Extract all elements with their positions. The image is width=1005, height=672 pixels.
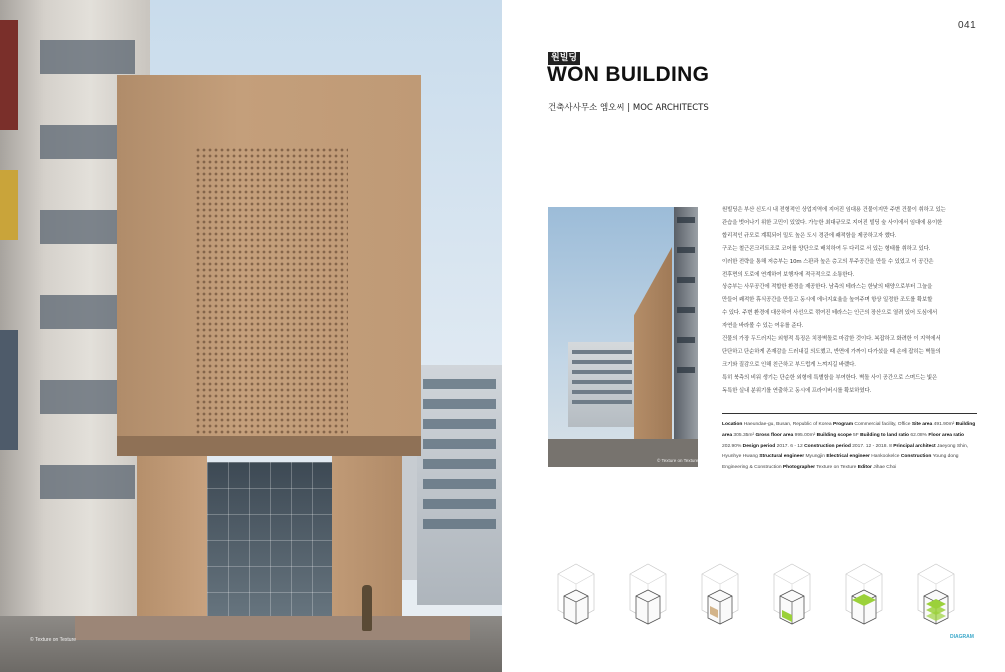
- article-body: [722, 204, 977, 398]
- info-label: Principal architect: [893, 443, 936, 449]
- info-value: 5F: [851, 432, 861, 438]
- body-line: 만들어 쾌적한 휴식공간을 만들고 동시에 에너지효율을 높여주며 항상 일정한 조도를 확보할: [722, 297, 933, 304]
- body-line: 특히 북측의 비워 생기는 단순한 외형에 특별함을 부여한다. 벽돌 사이 공간으로 스며드는 빛은: [722, 374, 938, 381]
- info-value: Commercial facility, Office: [853, 422, 912, 427]
- body-line: 전후면의 도로에 연계하여 보행자에 적극적으로 소통한다.: [722, 271, 855, 278]
- info-value: 62.08%: [909, 432, 929, 438]
- neighbor-building-right: [417, 365, 502, 605]
- project-title: WON BUILDING: [547, 63, 710, 86]
- info-divider: [722, 413, 977, 414]
- info-label: Location: [722, 422, 743, 427]
- info-value: 491.90m²: [932, 422, 956, 427]
- info-value: Haeundae-gu, Busan, Republic of Korea: [742, 422, 833, 427]
- project-tag-korean: 원빌딩: [548, 52, 580, 65]
- info-label: Site area: [911, 422, 933, 427]
- diagram-label: DIAGRAM: [950, 634, 974, 640]
- body-line: 합리적인 규모로 계획되어 밀도 높은 도시 경관에 쾌적함을 제공하고자 했다.: [722, 232, 897, 239]
- diagram-step: [910, 560, 956, 632]
- info-label: Floor area ratio: [928, 432, 964, 438]
- info-value: Jihae Choi: [871, 465, 897, 471]
- street-view-photo: [548, 207, 698, 467]
- body-line: 이러한 전략을 통해 저층부는 10m 스판과 높은 층고의 투주공간을 만들 수 있었고 이 공간은: [722, 258, 934, 265]
- project-info: [722, 420, 977, 474]
- diagram-step: [766, 560, 812, 632]
- info-value: Myungjin: [804, 454, 827, 460]
- info-label: Program: [832, 422, 854, 427]
- body-line: 구조는 철근콘크리트조로 코어를 양단으로 배치하여 두 다리로 서 있는 형태를 취하고 있다.: [722, 245, 931, 252]
- body-line: 수 있다. 주변 환경에 대응하여 사선으로 꺾여진 테라스는 인근의 장산으로 열려 있어 도심에서: [722, 310, 938, 317]
- info-label: Construction period: [804, 443, 851, 449]
- diagram-step: [694, 560, 740, 632]
- body-line: 자연을 바라볼 수 있는 여유를 준다.: [722, 323, 804, 330]
- body-line: 관습을 벗어나기 위한 고민이 있었다. 가능한 최대규모로 지어진 빌딩 숲 사이에서 임대에 용이한: [722, 219, 943, 226]
- info-label: Building scope: [816, 432, 852, 438]
- body-line: 상층부는 사무공간에 적합한 환경을 제공한다. 남측의 테라스는 한낮의 태양으로부터 그늘을: [722, 284, 933, 291]
- info-label: Building to land ratio: [860, 432, 910, 438]
- info-value: Hankookelce: [869, 454, 901, 460]
- architect-line: 건축사사무소 엠오씨 | MOC ARCHITECTS: [548, 103, 709, 113]
- massing-diagram: [550, 560, 975, 632]
- info-value: Texture on Texture: [814, 465, 858, 471]
- info-value: 995.00m²: [793, 432, 817, 438]
- main-building-photo: [0, 0, 502, 672]
- photo-credit-main: © Texture on Texture: [30, 637, 77, 643]
- info-value: Young dong Engineering & Construction: [722, 454, 959, 471]
- photo-credit-small: © Texture on Texture: [657, 458, 699, 463]
- info-value: 2017. 6 - 12: [775, 443, 805, 449]
- soffit-band: [117, 436, 421, 456]
- info-label: Editor: [857, 465, 872, 471]
- brick-pillar-left: [137, 456, 207, 616]
- diagram-step: [838, 560, 884, 632]
- background-building: [568, 342, 636, 427]
- info-label: Gross floor area: [755, 432, 794, 438]
- info-label: Electrical engineer: [826, 454, 870, 460]
- body-line: 단단하고 단순하게 존재감을 드러내길 의도했고, 반면에 가까이 다가섰을 때 손에 잡히는 벽돌의: [722, 348, 941, 355]
- info-label: Building area: [722, 422, 976, 438]
- body-line: 크기와 질감으로 인해 친근하고 부드럽게 느껴지길 바랬다.: [722, 361, 856, 368]
- page-number: 041: [958, 20, 977, 31]
- info-label: Construction: [900, 454, 932, 460]
- info-value: Jaeyong Shin, Hyunhye Hwang: [722, 443, 969, 460]
- brick-tower: [117, 75, 421, 440]
- body-line: 원빌딩은 부산 신도시 내 전형적인 상업지역에 지어진 임대용 건물이지만 주변 건물이 취하고 있는: [722, 207, 946, 213]
- info-label: Structural engineer: [759, 454, 805, 460]
- info-value: 202.90%: [722, 443, 743, 449]
- body-line: 독특한 실내 분위기를 연출하고 동시에 프라이버시를 확보하였다.: [722, 387, 872, 394]
- glass-entrance: [207, 462, 332, 616]
- info-label: Design period: [742, 443, 776, 449]
- body-line: 건물의 가장 두드러지는 외형적 특징은 치장벽돌로 마감한 것이다. 복잡하고 화려한 이 지역에서: [722, 336, 941, 343]
- brick-blade-facade: [634, 247, 672, 442]
- adjacent-building: [674, 207, 698, 467]
- plaza-paving: [75, 616, 470, 640]
- info-value: 305.35m²: [732, 432, 756, 438]
- diagram-step: [622, 560, 668, 632]
- pedestrian-figure: [362, 585, 372, 631]
- perforated-brick-screen: [195, 147, 348, 440]
- info-label: Photographer: [782, 465, 815, 471]
- diagram-step: [550, 560, 596, 632]
- info-value: 2017. 12 - 2018. 8: [850, 443, 894, 449]
